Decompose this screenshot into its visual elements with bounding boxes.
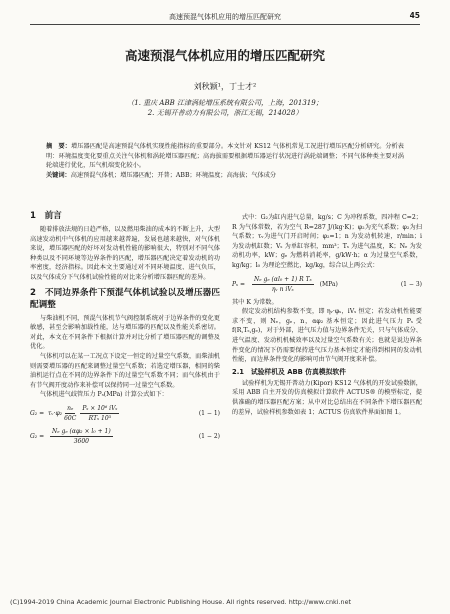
analysis-paragraph: 假定发动机结构参数不变，即 ηᵥ·φₛ，iVₛ 恒定；若发动机性能要求不变，则 Nₑ，gₑ，n，αφ₂ 基本恒定；因此进气压力 Pₛ 受 f(R,Tₛ,gₑ)，对于外部，进气压力值与边界条件无关，只与气体成分、进气温度、发动机机械效率以及过量空气系数有关；也就是说边界条件变化的情况下仍需要保持进气压力基本恒定才能得到相同的发动机性能，而边界条件变化的影响可由节气阀开度来补偿。 — [232, 308, 422, 364]
paper-title: 高速预混气体机应用的增压匹配研究 — [124, 48, 325, 63]
keywords-label: 关键词： — [46, 171, 71, 179]
equation-1-1: G₂ = τᵥ·φ₂ $\frac{\text{nₑ}}{60C}$ $\frac{\text{Pₛ × 10⁶ iVₛ}}{\text{RTₛ 10³}}$ (1 − 1) — [30, 404, 220, 422]
equation-tail: 其中 K 为常数。 — [232, 298, 278, 306]
abstract-text: 增压器匹配是高速预混气体机实现性能指标的重要部分。本文针对 KS12 气体机常见工况进行增压匹配分析研究。分析表明：环境温度变化要重点关注气体机和涡轮增压器匹配；高海拔需要根据增压器运行状况进行涡轮端调整；不同气体种类主要对涡轮端进行优化，压气机端变化较小。 — [46, 143, 404, 170]
abstract — [46, 142, 404, 180]
affiliation-1: （1. 重庆 ABB 江津涡轮增压系统有限公司，上海，201319； — [127, 99, 323, 107]
copyright-footer: (C)1994-2019 China Academic Journal Electronic Publishing House. All rights reserved. http://www.cnki.net — [10, 598, 352, 606]
section-1-paragraph: 随着排放法规的日趋严格，以及燃用柴油的成本的不断上升，大型高速发动机中气体机的应用越来越普遍，发展也越来越快，对气体机来说，增压器匹配的好坏对发动机性能的影响很大，特别对不同气体种类以及不同环境等边界条件的匹配，增压器匹配决定着发动机的功率密度，经济指标。因此本文主要通过对不同环境温度、进气负压，以及气体成分下气体机试验性能的对比来分析增压器匹配的差异。 — [30, 226, 220, 281]
journal-title: 高速预混气体机应用的增压匹配研究 — [169, 13, 281, 21]
section-2-paragraph-2: 气体机可以在某一工况点下设定一恒定的过量空气系数，而柴油机则需要增压器的匹配来调整过量空气系数；若选定增压器，相同的柴油机运行点在不同的边界条件下的过量空气系数不同；而气体机由于有节气阀开度动作来补偿可以保持同一过量空气系数。 — [30, 352, 220, 389]
left-column — [30, 206, 220, 450]
section-2-paragraph-1: 与柴油机不同，预混气体机节气阀控制系统对于边界条件的变化更敏感，甚至会影响加载性能，达与增压器的匹配以及性能关系密切。对此，本文在不同条件下根据计算并对比分析了增压器匹配的调整及优化。 — [30, 314, 220, 351]
section-2-paragraph-3: 气体机进气歧管压力 Pₛ(MPa) 计算公式如下： — [39, 391, 168, 399]
section-2-1-paragraph: 试验样机为无锡开普动力(Kipor) KS12 气体机的开发试验数据，采用 ABB 自主开发的仿真模拟计算软件 ACTUS® 的模型标定，提供准确的增压器匹配方案；从中对比总结出在不同条件下增压器匹配的差异，试验样机参数如表 1；ACTUS 仿真软件界面如图 1。 — [232, 379, 422, 416]
right-column — [232, 213, 422, 417]
variable-definitions: 式中：G₂为缸内进气总量，kg/s；C 为冲程系数，四冲程 C=2；R 为气体常数，若为空气 R=287 J/(kg·K)；φ₂为充气系数；φ₂为扫气系数；τᵥ为进气门开启时间；φ₂=1；n 为发动机转速，r/min；i 为发动机缸数；Vₛ 为单缸容积，mm³；Tₛ 为进气温度，K；Nₑ 为发动机功率，kW；gₑ 为燃料消耗率，g/kW·h；α 为过量空气系数，kg/kg；l₀ 为理论空燃比，kg/kg，综合以上两公式： — [232, 214, 422, 269]
section-2-1-title: 2.1 试验样机及 ABB 仿真模拟软件 — [232, 367, 346, 376]
authors: 刘秋颖¹，丁士才² — [193, 82, 257, 91]
running-header — [30, 10, 420, 25]
equation-1-3: Pₛ = $\frac{\text{Nₑ gₑ (αl₀ + 1) R Tₛ}}{\text{ηᵥ n iVₛ}}$ (MPa) (1 − 3) — [232, 275, 422, 293]
section-2-title: 2 不同边界条件下预混气体机试验以及增压器匹配调整 — [30, 287, 220, 310]
equation-1-2: G₂ = $\frac{\text{Nₑ gₑ (αφ₂ × l₀ + 1)}}{3600}$ (1 − 2) — [30, 427, 220, 445]
page-number: 45 — [409, 11, 420, 20]
keywords-text: 高速预混气体机；增压器匹配；开普；ABB；环境温度；高海拔；气体成分 — [70, 171, 277, 179]
affiliations — [0, 98, 450, 118]
affiliation-2: 2. 无锡开普动力有限公司，浙江无锡，214028） — [147, 109, 303, 117]
section-1-title: 1 前言 — [30, 211, 62, 221]
abstract-label: 摘 要： — [46, 143, 71, 150]
